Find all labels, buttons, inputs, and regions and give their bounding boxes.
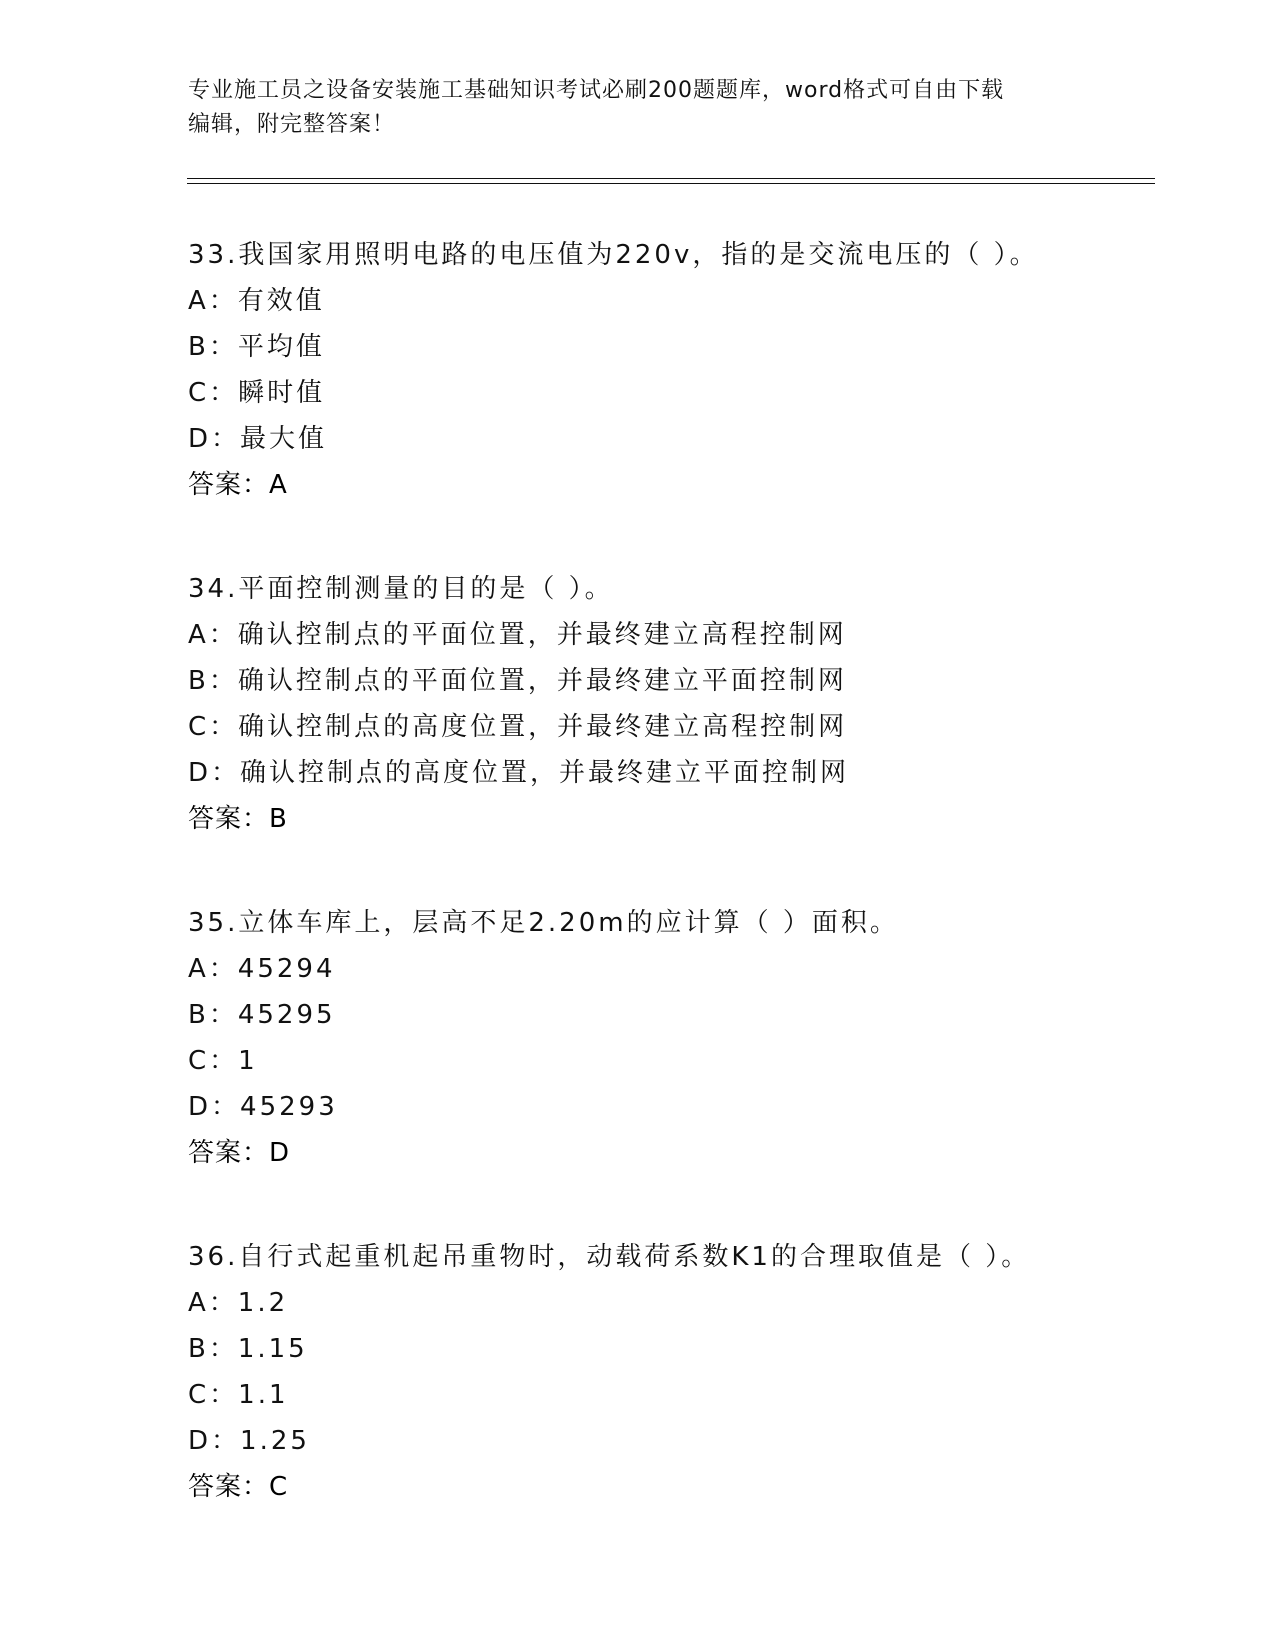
- header-divider: [187, 178, 1155, 184]
- question-stem: 34.平面控制测量的目的是（ ）。: [188, 574, 614, 604]
- answer-line: 答案：B: [188, 804, 288, 834]
- option-c: C：确认控制点的高度位置，并最终建立高程控制网: [188, 712, 848, 742]
- option-a: A：有效值: [188, 286, 325, 316]
- option-a: A：1.2: [188, 1288, 289, 1318]
- option-a: A：45294: [188, 954, 336, 984]
- answer-line: 答案：C: [188, 1472, 289, 1502]
- option-c: C：1: [188, 1046, 258, 1076]
- header-line-2: 编辑，附完整答案！: [188, 112, 396, 137]
- option-b: B：45295: [188, 1000, 336, 1030]
- question-list: [188, 232, 1148, 1568]
- option-d: D：确认控制点的高度位置，并最终建立平面控制网: [188, 758, 850, 788]
- answer-line: 答案：D: [188, 1138, 291, 1168]
- answer-line: 答案：A: [188, 470, 288, 500]
- header-line-1: 专业施工员之设备安装施工基础知识考试必刷200题题库，word格式可自由下载: [188, 78, 1005, 103]
- document-header: [188, 74, 1088, 142]
- question-34: [188, 566, 1148, 842]
- question-stem: 36.自行式起重机起吊重物时，动载荷系数K1的合理取值是（ ）。: [188, 1242, 1031, 1272]
- option-a: A：确认控制点的平面位置，并最终建立高程控制网: [188, 620, 847, 650]
- question-stem: 33.我国家用照明电路的电压值为220v，指的是交流电压的（ ）。: [188, 240, 1039, 270]
- option-b: B：1.15: [188, 1334, 308, 1364]
- option-c: C：瞬时值: [188, 378, 326, 408]
- option-d: D：45293: [188, 1092, 338, 1122]
- option-c: C：1.1: [188, 1380, 289, 1410]
- option-d: D：1.25: [188, 1426, 310, 1456]
- question-stem: 35.立体车库上，层高不足2.20m的应计算（ ）面积。: [188, 908, 899, 938]
- question-35: [188, 900, 1148, 1176]
- option-b: B：平均值: [188, 332, 325, 362]
- question-36: [188, 1234, 1148, 1510]
- question-33: [188, 232, 1148, 508]
- option-b: B：确认控制点的平面位置，并最终建立平面控制网: [188, 666, 847, 696]
- option-d: D：最大值: [188, 424, 328, 454]
